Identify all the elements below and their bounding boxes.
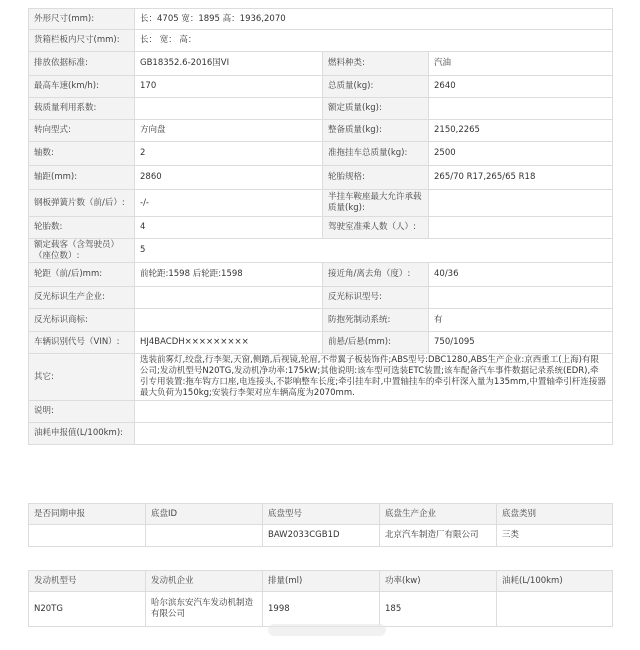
spec-row [29,217,613,239]
spec-value [429,98,613,120]
spec-value: HJ4BACDH××××××××× [135,332,323,354]
engine-header-model: 发动机型号 [29,571,146,592]
spec-label: 整备质量(kg): [323,120,429,142]
spec-value: GB18352.6-2016国VI [135,52,323,76]
spec-label: 额定质量(kg): [323,98,429,120]
spec-value: 5 [135,239,613,263]
spec-label: 额定载客（含驾驶员）（座位数）: [29,239,135,263]
spec-label: 其它: [29,354,135,401]
spec-label: 燃料种类: [323,52,429,76]
spec-label: 反光标识生产企业: [29,287,135,309]
spec-label: 总质量(kg): [323,76,429,98]
spec-value: 2640 [429,76,613,98]
chassis-header-maker: 底盘生产企业 [380,504,497,525]
chassis-header-id: 底盘ID [146,504,263,525]
spec-row [29,239,613,263]
vehicle-spec-table [28,8,613,445]
spec-label: 防抱死制动系统: [323,309,429,332]
spec-value [135,309,323,332]
spec-label: 载质量利用系数: [29,98,135,120]
spec-label: 油耗申报值(L/100km): [29,423,135,445]
spec-value: 170 [135,76,323,98]
spec-label: 驾驶室准乘人数（人）: [323,217,429,239]
spec-row [29,332,613,354]
spec-value [135,287,323,309]
engine-cell-displacement: 1998 [263,592,380,627]
spec-label: 前悬/后悬(mm): [323,332,429,354]
spec-label: 反光标识型号: [323,287,429,309]
chassis-cell-id [146,525,263,547]
chassis-cell-sync [29,525,146,547]
engine-header-fuel: 油耗(L/100km) [497,571,613,592]
spec-row [29,287,613,309]
spec-label: 轮距（前/后)mm: [29,263,135,287]
spec-value: 方向盘 [135,120,323,142]
spec-label: 轴距(mm): [29,166,135,190]
spec-value: 4 [135,217,323,239]
engine-cell-model: N20TG [29,592,146,627]
spec-label: 说明: [29,401,135,423]
chassis-table [28,503,613,547]
spec-label: 轮胎数: [29,217,135,239]
spec-row [29,30,613,52]
spec-value: 750/1095 [429,332,613,354]
chassis-header-model: 底盘型号 [263,504,380,525]
spec-value: 265/70 R17,265/65 R18 [429,166,613,190]
spec-row [29,401,613,423]
spec-value: 选装前雾灯,绞盘,行李架,天窗,侧踏,后视镜,轮眉,不带翼子板装饰件;ABS型号:DBC1280,ABS生产企业:京西重工(上海)有限公司;发动机型号N20TG,发动机净功率:175kW;其他说明:该车型可选装ETC装置;该车配备汽车事件数据记录系统(EDR),牵引专用装置:拖车钩方口座,电连接头,不影响整车长度;牵引挂车时,中置轴挂车的牵引杆深入量为135mm,中置轴牵引杆连接器最大负荷为150kg;安装行李架对应车辆高度为2070mm. [135,354,613,401]
spec-label: 排放依据标准: [29,52,135,76]
spec-label: 接近角/离去角（度）: [323,263,429,287]
spec-value: 汽油 [429,52,613,76]
engine-header-power: 功率(kw) [380,571,497,592]
spec-row [29,309,613,332]
spec-row [29,263,613,287]
spec-value: 长：4705 宽：1895 高：1936,2070 [135,9,613,30]
spec-row [29,9,613,30]
spec-row [29,98,613,120]
chassis-cell-maker: 北京汽车制造厂有限公司 [380,525,497,547]
engine-table [28,570,613,627]
spec-label: 最高车速(km/h): [29,76,135,98]
chassis-cell-model: BAW2033CGB1D [263,525,380,547]
spec-row [29,423,613,445]
engine-cell-maker: 哈尔滨东安汽车发动机制造有限公司 [146,592,263,627]
spec-value [429,287,613,309]
spec-value: 2500 [429,142,613,166]
spec-value: 40/36 [429,263,613,287]
spec-row [29,120,613,142]
spec-value [135,401,613,423]
spec-label: 轴数: [29,142,135,166]
spec-label: 车辆识别代号（VIN）: [29,332,135,354]
engine-header-maker: 发动机企业 [146,571,263,592]
spec-value: 2150,2265 [429,120,613,142]
spec-label: 轮胎规格: [323,166,429,190]
spec-value [429,217,613,239]
spec-value [135,98,323,120]
spec-value [135,423,613,445]
spec-row [29,354,613,401]
spec-row [29,52,613,76]
spec-label: 反光标识商标: [29,309,135,332]
spec-label: 钢板弹簧片数（前/后）: [29,190,135,217]
spec-row [29,76,613,98]
spec-value: 2 [135,142,323,166]
spec-value: 前轮距:1598 后轮距:1598 [135,263,323,287]
spec-label: 外形尺寸(mm): [29,9,135,30]
chassis-header-class: 底盘类别 [497,504,613,525]
spec-row [29,166,613,190]
watermark-logo [268,624,386,636]
spec-value: -/- [135,190,323,217]
spec-row [29,142,613,166]
spec-label: 准拖挂车总质量(kg): [323,142,429,166]
chassis-cell-class: 三类 [497,525,613,547]
chassis-header-sync: 是否同期申报 [29,504,146,525]
spec-value: 2860 [135,166,323,190]
spec-value: 长： 宽： 高： [135,30,613,52]
spec-value: 有 [429,309,613,332]
spec-label: 转向型式: [29,120,135,142]
engine-cell-power: 185 [380,592,497,627]
spec-label: 半挂车鞍座最大允许承载质量(kg): [323,190,429,217]
engine-cell-fuel [497,592,613,627]
engine-header-displacement: 排量(ml) [263,571,380,592]
spec-value [429,190,613,217]
spec-row [29,190,613,217]
spec-label: 货箱栏板内尺寸(mm): [29,30,135,52]
